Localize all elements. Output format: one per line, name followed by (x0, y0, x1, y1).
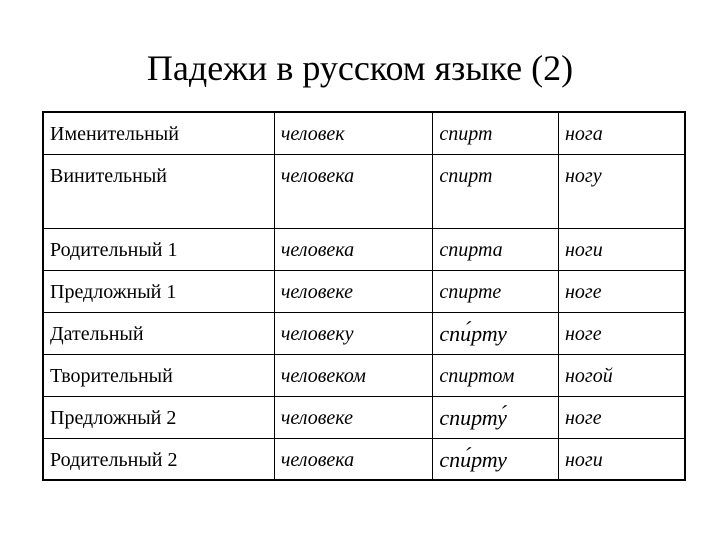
form-cell-noga: ноге (559, 270, 686, 312)
form-cell-chelovek: человеке (274, 270, 433, 312)
cases-table (42, 111, 686, 481)
form-cell-noga: ногой (559, 354, 686, 396)
form-cell-noga: ноги (559, 438, 686, 480)
table-row (43, 228, 685, 270)
form-cell-spirt: спи́рту (433, 438, 559, 480)
form-cell-noga: ноги (559, 228, 686, 270)
form-cell-chelovek: человеке (274, 396, 433, 438)
case-name-cell: Родительный 2 (43, 438, 274, 480)
form-cell-noga: ногу (559, 154, 686, 228)
table-row (43, 154, 685, 228)
form-cell-spirt: спирт (433, 112, 559, 154)
form-cell-spirt: спирта (433, 228, 559, 270)
table-row (43, 112, 685, 154)
form-cell-spirt: спи́рту (433, 312, 559, 354)
case-name-cell: Предложный 1 (43, 270, 274, 312)
case-name-cell: Именительный (43, 112, 274, 154)
table-row (43, 438, 685, 480)
form-cell-spirt: спирте (433, 270, 559, 312)
form-cell-chelovek: человеку (274, 312, 433, 354)
table-row (43, 396, 685, 438)
form-cell-noga: ноге (559, 396, 686, 438)
form-cell-chelovek: человека (274, 228, 433, 270)
form-cell-spirt: спирт (433, 154, 559, 228)
case-name-cell: Предложный 2 (43, 396, 274, 438)
case-name-cell: Винительный (43, 154, 274, 228)
table-row (43, 312, 685, 354)
case-name-cell: Родительный 1 (43, 228, 274, 270)
form-cell-chelovek: человек (274, 112, 433, 154)
case-name-cell: Дательный (43, 312, 274, 354)
form-cell-noga: нога (559, 112, 686, 154)
case-name-cell: Творительный (43, 354, 274, 396)
table-row (43, 354, 685, 396)
form-cell-chelovek: человека (274, 154, 433, 228)
table-row (43, 270, 685, 312)
page-title: Падежи в русском языке (2) (146, 48, 574, 88)
form-cell-chelovek: человека (274, 438, 433, 480)
form-cell-spirt: спиртом (433, 354, 559, 396)
form-cell-noga: ноге (559, 312, 686, 354)
form-cell-chelovek: человеком (274, 354, 433, 396)
form-cell-spirt: спирту́ (433, 396, 559, 438)
